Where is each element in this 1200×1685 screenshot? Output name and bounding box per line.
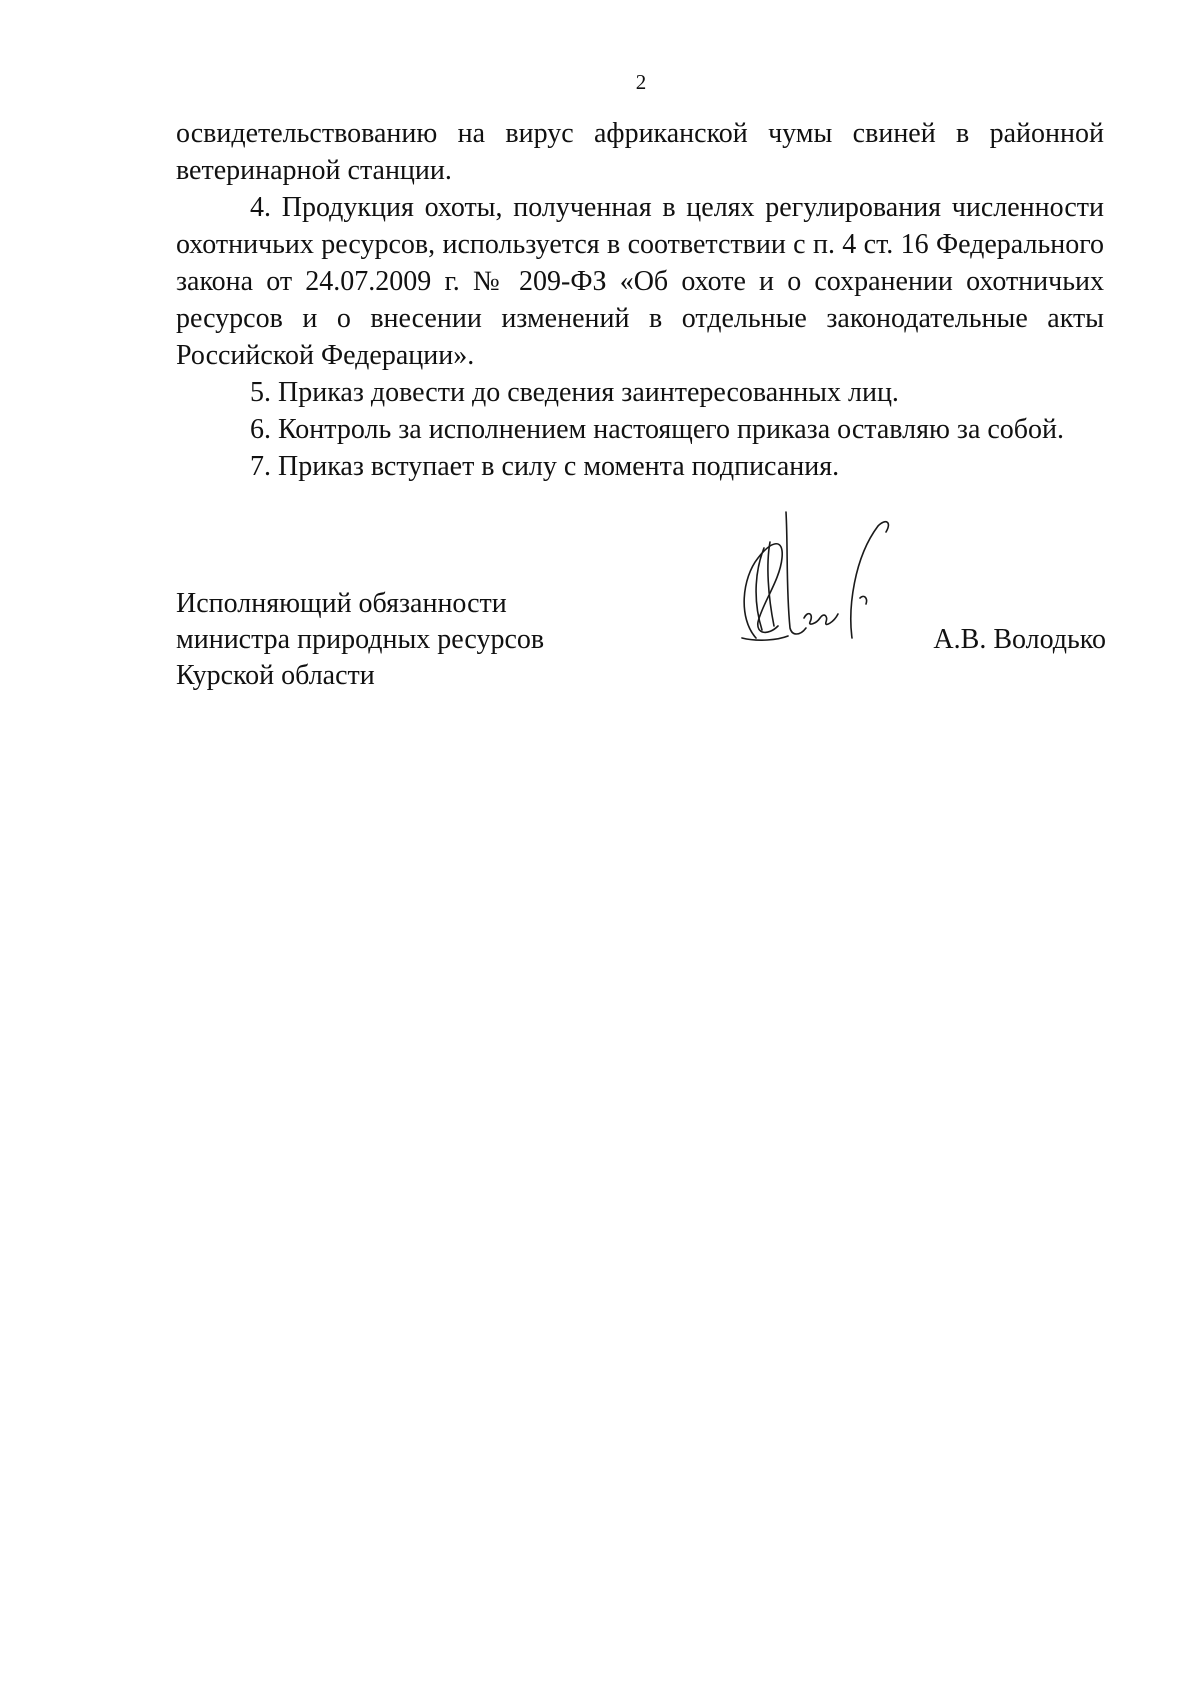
signer-position — [176, 586, 656, 694]
paragraph-continuation: освидетельствованию на вирус африканской чумы свиней в районной ветеринарной станции. — [176, 118, 1104, 186]
signer-name: А.В. Володько — [933, 624, 1106, 655]
signer-position-line: министра природных ресурсов — [176, 624, 545, 655]
signature-block — [176, 586, 1106, 696]
paragraph-item-4: 4. Продукция охоты, полученная в целях регулирования численности охотничьих ресурсов, используется в соответствии с п. 4 ст. 16 Федерального закона от 24.07.2009 г. № 209-ФЗ «Об охоте и о сохранении охотничьих ресурсов и о внесении изменений в отдельные законодательные акты Российской Федерации». — [176, 192, 1104, 371]
paragraph-item-5: 5. Приказ довести до сведения заинтересованных лиц. — [250, 377, 899, 408]
paragraph-item-6: 6. Контроль за исполнением настоящего приказа оставляю за собой. — [250, 414, 1065, 445]
paragraph-item-7: 7. Приказ вступает в силу с момента подписания. — [250, 451, 840, 482]
document-body — [176, 115, 1104, 485]
page-number: 2 — [635, 70, 647, 94]
signer-position-line: Курской области — [176, 660, 375, 691]
signer-position-line: Исполняющий обязанности — [176, 588, 507, 619]
